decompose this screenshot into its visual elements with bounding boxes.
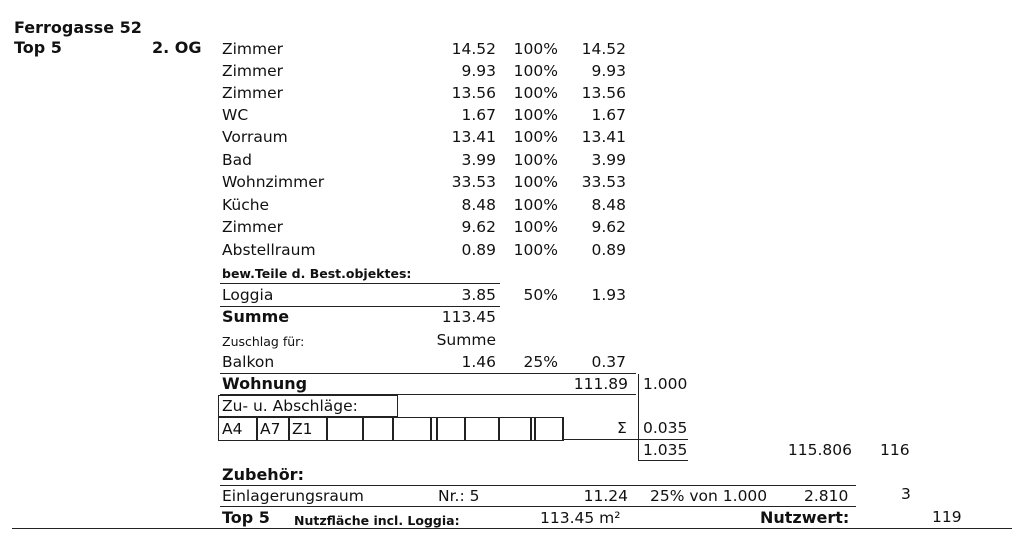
room-name: WC — [222, 106, 249, 124]
abschlaege-label-box — [218, 395, 398, 417]
code-cell — [436, 417, 466, 441]
loggia-weighted: 1.93 — [591, 286, 626, 304]
balkon-name: Balkon — [222, 353, 275, 371]
abschlaege-label: Zu- u. Abschläge: — [222, 397, 358, 415]
code-cell — [562, 417, 564, 441]
sigma-symbol: Σ — [617, 419, 627, 437]
nutzwert-result: 115.806 — [787, 441, 852, 459]
summe-value: 113.45 — [441, 308, 496, 326]
room-percent: 100% — [513, 40, 558, 58]
room-name: Vorraum — [222, 128, 288, 146]
room-weighted: 1.67 — [591, 106, 626, 124]
nutzwert-label: Nutzwert: — [760, 508, 850, 527]
room-weighted: 3.99 — [591, 151, 626, 169]
divider — [638, 460, 688, 461]
loggia-name: Loggia — [222, 286, 274, 304]
room-percent: 100% — [513, 128, 558, 146]
divider — [220, 506, 856, 507]
room-percent: 100% — [513, 173, 558, 191]
room-weighted: 13.41 — [581, 128, 626, 146]
nutzflaeche-label: Nutzfläche incl. Loggia: — [294, 513, 460, 528]
room-area: 13.41 — [451, 128, 496, 146]
room-area: 0.89 — [461, 241, 496, 259]
zubehoer-label: Zubehör: — [222, 465, 304, 484]
nutzflaeche-value: 113.45 m² — [540, 509, 621, 527]
footer-unit: Top 5 — [222, 508, 270, 527]
room-name: Zimmer — [222, 62, 284, 80]
balkon-percent: 25% — [523, 353, 558, 371]
room-area: 8.48 — [461, 196, 496, 214]
room-weighted: 0.89 — [591, 241, 626, 259]
code-cell — [498, 417, 532, 441]
zubehoer-nr: Nr.: 5 — [438, 487, 480, 505]
room-weighted: 9.93 — [591, 62, 626, 80]
wohnung-value: 111.89 — [573, 375, 628, 393]
room-weighted: 9.62 — [591, 218, 626, 236]
room-name: Zimmer — [222, 40, 284, 58]
code-cell — [288, 417, 328, 441]
zubehoer-rounded: 3 — [901, 485, 911, 503]
divider — [220, 283, 500, 284]
zuschlag-label: Zuschlag für: — [222, 334, 305, 349]
code-cell — [256, 417, 290, 441]
total-factor: 1.035 — [643, 441, 688, 459]
room-weighted: 8.48 — [591, 196, 626, 214]
code-value: Z1 — [292, 420, 313, 438]
loggia-percent: 50% — [523, 286, 558, 304]
divider — [562, 439, 688, 440]
code-cell — [218, 417, 258, 441]
room-area: 9.62 — [461, 218, 496, 236]
address-heading: Ferrogasse 52 — [14, 18, 142, 37]
room-percent: 100% — [513, 84, 558, 102]
zuschlag-summe-label: Summe — [436, 331, 496, 349]
bottom-rule — [12, 528, 1012, 529]
room-name: Bad — [222, 151, 252, 169]
room-area: 13.56 — [451, 84, 496, 102]
code-cell — [464, 417, 500, 441]
code-value: A4 — [222, 420, 243, 438]
code-cell — [362, 417, 394, 441]
room-percent: 100% — [513, 196, 558, 214]
unit-label: Top 5 — [14, 38, 62, 57]
loggia-area: 3.85 — [461, 286, 496, 304]
floor-label: 2. OG — [152, 38, 202, 57]
zubehoer-value: 2.810 — [804, 487, 849, 505]
zubehoer-item: Einlagerungsraum — [222, 487, 364, 505]
room-percent: 100% — [513, 218, 558, 236]
divider — [638, 374, 639, 460]
room-name: Zimmer — [222, 84, 284, 102]
balkon-area: 1.46 — [461, 353, 496, 371]
room-percent: 100% — [513, 106, 558, 124]
room-weighted: 13.56 — [581, 84, 626, 102]
abschlaege-sum: 0.035 — [643, 419, 688, 437]
code-cell — [392, 417, 432, 441]
room-weighted: 33.53 — [581, 173, 626, 191]
room-area: 33.53 — [451, 173, 496, 191]
summe-label: Summe — [222, 307, 290, 326]
balkon-weighted: 0.37 — [591, 353, 626, 371]
room-weighted: 14.52 — [581, 40, 626, 58]
code-value: A7 — [260, 420, 281, 438]
room-area: 14.52 — [451, 40, 496, 58]
room-name: Küche — [222, 196, 270, 214]
room-area: 1.67 — [461, 106, 496, 124]
room-name: Wohnzimmer — [222, 173, 325, 191]
divider — [220, 485, 856, 486]
room-name: Abstellraum — [222, 241, 316, 259]
code-cell — [326, 417, 364, 441]
bew-teile-label: bew.Teile d. Best.objektes: — [222, 266, 412, 281]
wohnung-factor: 1.000 — [643, 375, 688, 393]
nutzwert-rounded: 116 — [880, 441, 910, 459]
zubehoer-area: 11.24 — [583, 487, 628, 505]
room-percent: 100% — [513, 151, 558, 169]
wohnung-label: Wohnung — [222, 374, 308, 393]
zubehoer-percent: 25% von 1.000 — [650, 487, 768, 505]
room-area: 9.93 — [461, 62, 496, 80]
room-area: 3.99 — [461, 151, 496, 169]
room-name: Zimmer — [222, 218, 284, 236]
code-cell — [534, 417, 564, 441]
room-percent: 100% — [513, 241, 558, 259]
nutzwert-value: 119 — [932, 508, 962, 526]
room-percent: 100% — [513, 62, 558, 80]
